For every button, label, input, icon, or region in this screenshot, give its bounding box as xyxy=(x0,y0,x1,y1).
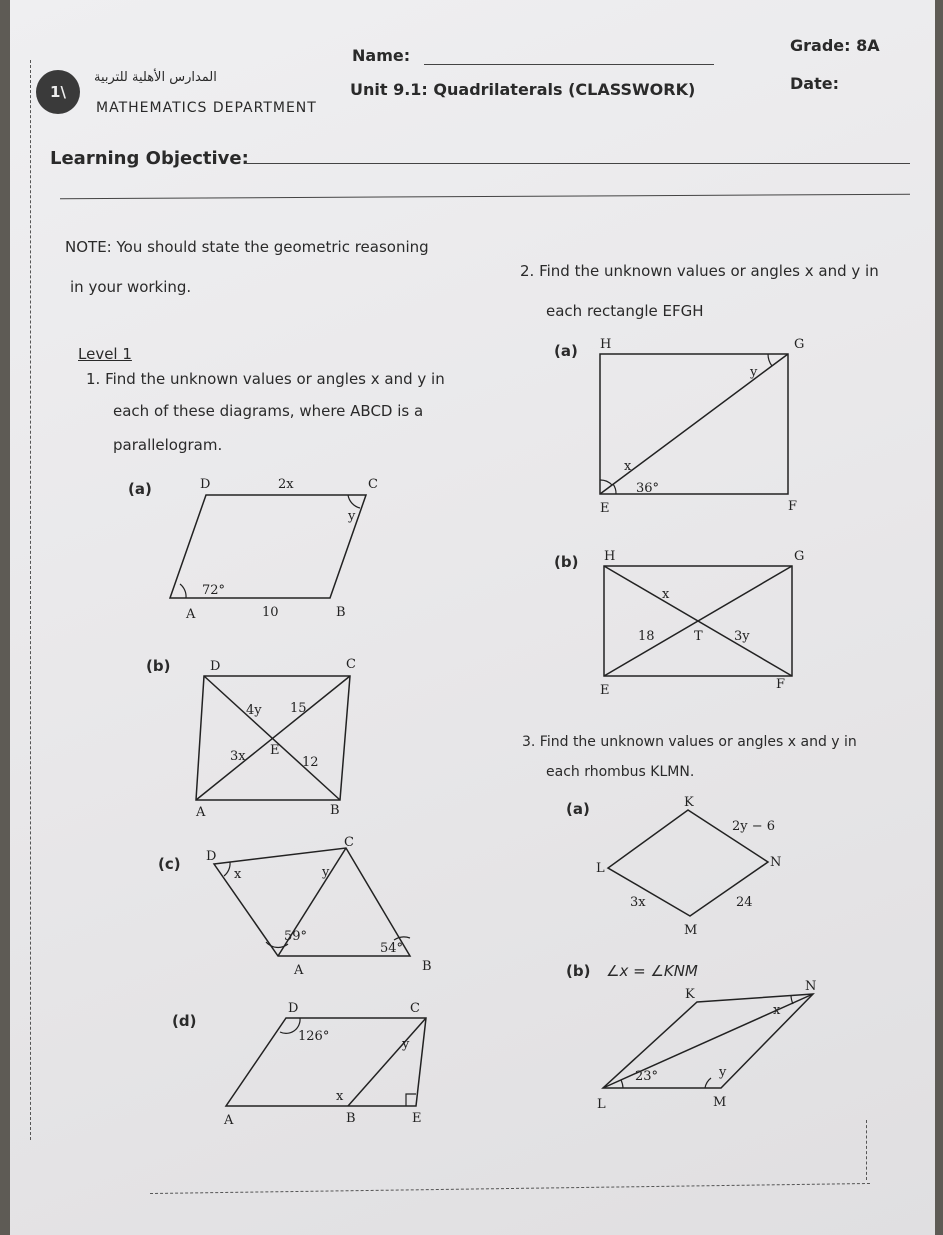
q1c-vertex-B: B xyxy=(422,959,432,974)
q3a-vertex-K: K xyxy=(684,795,694,810)
q1b-segment-4y: 4y xyxy=(246,703,262,718)
q2a-angle-x: x xyxy=(624,459,632,474)
worksheet-page xyxy=(10,0,935,1235)
grade-label: Grade: 8A xyxy=(790,36,880,55)
q1a-label: (a) xyxy=(128,480,152,498)
q1b-segment-12: 12 xyxy=(302,755,319,770)
q3b-vertex-K: K xyxy=(685,987,695,1002)
q2a-angle-36: 36° xyxy=(636,481,660,496)
q3b-vertex-M: M xyxy=(713,1095,727,1110)
objective-blank-2[interactable] xyxy=(60,194,910,199)
q1c-angle-54: 54° xyxy=(380,941,404,956)
school-logo: 1\ xyxy=(36,70,80,114)
q3a-side-24: 24 xyxy=(736,895,753,910)
q1b-vertex-D: D xyxy=(210,659,221,674)
unit-title: Unit 9.1: Quadrilaterals (CLASSWORK) xyxy=(350,80,696,99)
q1a-angle-72: 72° xyxy=(202,583,226,598)
q1c-vertex-A: A xyxy=(294,963,304,978)
fold-line xyxy=(150,1183,870,1194)
q3b-rhombus xyxy=(595,980,835,1110)
q1c-label: (c) xyxy=(158,855,181,873)
q2a-vertex-E: E xyxy=(600,501,610,516)
fold-line-vertical xyxy=(866,1120,867,1180)
q1-line-1: 1. Find the unknown values or angles x and y in xyxy=(86,370,445,388)
q1a-vertex-C: C xyxy=(368,477,378,492)
q1b-vertex-B: B xyxy=(330,803,340,818)
note-line-1: NOTE: You should state the geometric reasoning xyxy=(65,238,429,256)
q1a-top-side: 2x xyxy=(278,477,294,492)
q3b-angle-x: x xyxy=(773,1003,781,1018)
q1d-angle-y: y xyxy=(402,1037,410,1052)
q2b-segment-x: x xyxy=(662,587,670,602)
q2a-rectangle xyxy=(590,336,810,516)
q1-line-3: parallelogram. xyxy=(113,436,223,454)
q2a-vertex-F: F xyxy=(788,499,798,514)
q2b-rectangle xyxy=(590,548,810,698)
q1d-vertex-D: D xyxy=(288,1001,299,1016)
q1a-vertex-D: D xyxy=(200,477,211,492)
q1b-center-E: E xyxy=(270,743,280,758)
name-blank[interactable] xyxy=(424,64,714,65)
objective-blank-1[interactable] xyxy=(245,163,910,164)
q2a-angle-y: y xyxy=(750,365,758,380)
margin-line xyxy=(30,60,31,1140)
q1d-label: (d) xyxy=(172,1012,197,1030)
q1a-bottom-side: 10 xyxy=(262,605,279,620)
q2-line-1: 2. Find the unknown values or angles x and y in xyxy=(520,262,879,280)
q1c-parallelogram xyxy=(196,835,436,978)
q1b-label: (b) xyxy=(146,657,171,675)
q3b-label: (b) xyxy=(566,962,591,980)
date-label: Date: xyxy=(790,74,839,93)
q2b-segment-3y: 3y xyxy=(734,629,750,644)
q1d-parallelogram xyxy=(210,1000,440,1128)
q1d-vertex-E: E xyxy=(412,1111,422,1126)
q3b-vertex-L: L xyxy=(597,1097,606,1112)
q1-line-2: each of these diagrams, where ABCD is a xyxy=(113,402,424,420)
q1d-vertex-A: A xyxy=(224,1113,234,1128)
school-name-arabic: المدارس الأهلية للتربية xyxy=(94,70,217,85)
q3-line-2: each rhombus KLMN. xyxy=(546,764,695,780)
q1d-vertex-C: C xyxy=(410,1001,420,1016)
q1d-angle-x: x xyxy=(336,1089,344,1104)
q1d-vertex-B: B xyxy=(346,1111,356,1126)
q1c-vertex-C: C xyxy=(344,835,354,850)
level-heading: Level 1 xyxy=(78,345,132,363)
q1b-segment-15: 15 xyxy=(290,701,307,716)
q2b-center-T: T xyxy=(694,629,703,644)
q3a-vertex-M: M xyxy=(684,923,698,938)
q1b-parallelogram xyxy=(190,648,370,820)
q3a-vertex-L: L xyxy=(596,861,605,876)
note-line-2: in your working. xyxy=(70,278,192,296)
q1c-angle-59: 59° xyxy=(284,929,308,944)
q2b-vertex-F: F xyxy=(776,677,786,692)
q2-line-2: each rectangle EFGH xyxy=(546,302,704,320)
q1b-vertex-A: A xyxy=(196,805,206,820)
q3a-rhombus xyxy=(596,792,800,938)
q1a-vertex-B: B xyxy=(336,605,346,620)
q1a-angle-y: y xyxy=(348,509,356,524)
q3b-vertex-N: N xyxy=(805,979,817,994)
q1b-vertex-C: C xyxy=(346,657,356,672)
q1b-segment-3x: 3x xyxy=(230,749,246,764)
name-label: Name: xyxy=(352,46,411,65)
q3b-angle-23: 23° xyxy=(635,1069,659,1084)
q2b-label: (b) xyxy=(554,553,579,571)
q3a-vertex-N: N xyxy=(770,855,782,870)
q1d-angle-126: 126° xyxy=(298,1029,330,1044)
q3a-side-3x: 3x xyxy=(630,895,646,910)
q1a-vertex-A: A xyxy=(186,607,196,622)
q1c-vertex-D: D xyxy=(206,849,217,864)
q1c-angle-x: x xyxy=(234,867,242,882)
q3a-side-2y-6: 2y − 6 xyxy=(732,819,776,834)
q2a-vertex-G: G xyxy=(794,337,805,352)
q3-line-1: 3. Find the unknown values or angles x and y in xyxy=(522,734,857,750)
q2a-label: (a) xyxy=(554,342,578,360)
q1a-parallelogram xyxy=(160,470,378,622)
q2b-vertex-G: G xyxy=(794,549,805,564)
q3b-angle-y: y xyxy=(719,1065,727,1080)
objective-label: Learning Objective: xyxy=(50,148,249,169)
q1c-angle-y: y xyxy=(322,865,330,880)
q2b-vertex-H: H xyxy=(604,549,616,564)
q2b-segment-18: 18 xyxy=(638,629,655,644)
q3b-condition: ∠x = ∠KNM xyxy=(606,962,698,980)
q3a-label: (a) xyxy=(566,800,590,818)
department-name: MATHEMATICS DEPARTMENT xyxy=(96,100,317,116)
q2b-vertex-E: E xyxy=(600,683,610,698)
q2a-vertex-H: H xyxy=(600,337,612,352)
